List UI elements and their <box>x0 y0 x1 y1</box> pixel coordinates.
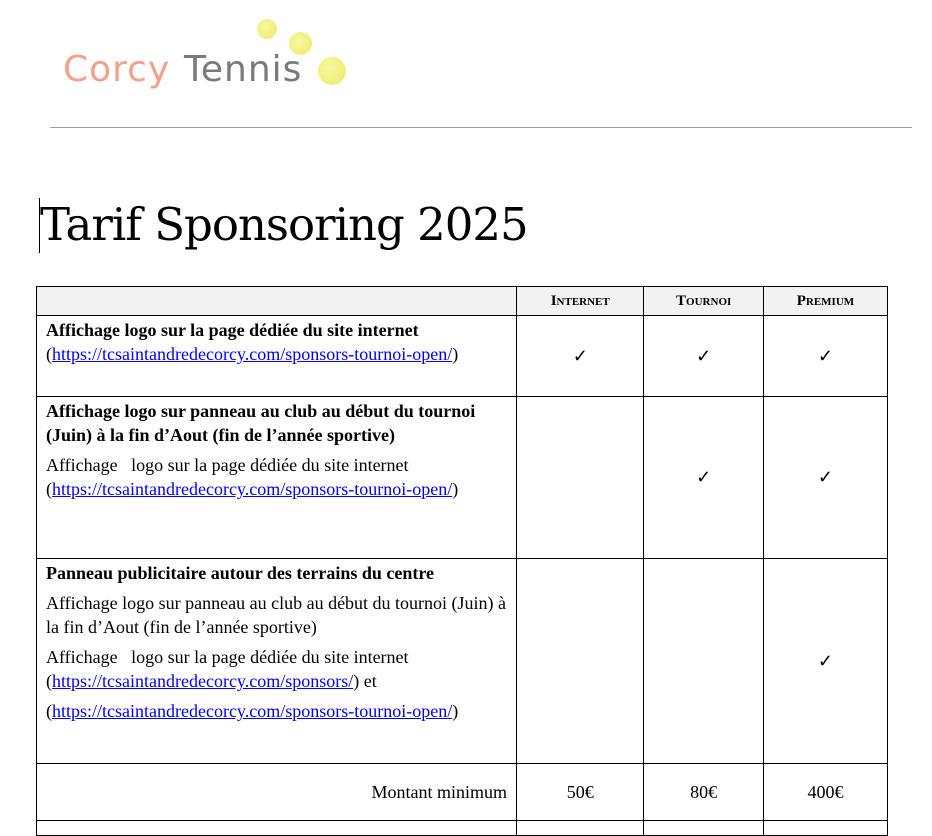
table-row <box>37 821 888 836</box>
header-tournoi: Tournoi <box>644 287 763 316</box>
amount-internet: 50€ <box>517 764 644 821</box>
row-title: Affichage logo sur la page dédiée du site internet <box>46 320 419 340</box>
row-title: Affichage logo sur panneau au club au début du tournoi (Juin) à la fin d’Aout (fin de l’année sportive) <box>46 401 476 445</box>
empty-cell <box>763 821 887 836</box>
check-icon: ✓ <box>644 397 763 559</box>
amount-tournoi: 80€ <box>644 764 763 821</box>
sponsors-link[interactable]: https://tcsaintandredecorcy.com/sponsors-tournoi-open/ <box>52 701 453 721</box>
empty-cell <box>37 821 517 836</box>
row-link-text: (https://tcsaintandredecorcy.com/sponsors-tournoi-open/) <box>46 344 459 364</box>
row-description <box>37 397 517 559</box>
sponsors-link[interactable]: https://tcsaintandredecorcy.com/sponsors-tournoi-open/ <box>52 344 453 364</box>
table-header-row <box>37 287 888 316</box>
row-text: Affichage logo sur la page dédiée du site internet <box>46 647 409 667</box>
check-icon: ✓ <box>644 316 763 397</box>
tennis-ball-icon <box>318 57 346 85</box>
table-row <box>37 316 888 397</box>
amount-row <box>37 764 888 821</box>
pricing-table <box>36 286 888 836</box>
check-icon: ✓ <box>763 316 887 397</box>
logo-text-corcy: Corcy <box>63 49 171 90</box>
sponsors-link[interactable]: https://tcsaintandredecorcy.com/sponsors-tournoi-open/ <box>52 479 453 499</box>
row-description <box>37 559 517 764</box>
amount-label: Montant minimum <box>37 764 517 821</box>
empty-cell <box>517 397 644 559</box>
logo-text-tennis: Tennis <box>184 49 303 90</box>
check-icon: ✓ <box>763 397 887 559</box>
tennis-ball-icon <box>257 19 277 39</box>
header-premium: Premium <box>763 287 887 316</box>
check-icon: ✓ <box>763 559 887 764</box>
row-link-text: (https://tcsaintandredecorcy.com/sponsors-tournoi-open/) <box>46 701 459 721</box>
row-link-text: (https://tcsaintandredecorcy.com/sponsors-tournoi-open/) <box>46 479 459 499</box>
table-row <box>37 397 888 559</box>
header-empty <box>37 287 517 316</box>
empty-cell <box>517 821 644 836</box>
row-description <box>37 316 517 397</box>
header-internet: Internet <box>517 287 644 316</box>
check-icon: ✓ <box>517 316 644 397</box>
header-divider <box>50 127 912 128</box>
row-text: Affichage logo sur la page dédiée du site internet <box>46 455 409 475</box>
empty-cell <box>644 559 763 764</box>
row-link-text: (https://tcsaintandredecorcy.com/sponsors/) et <box>46 671 377 691</box>
row-text: Affichage logo sur panneau au club au début du tournoi (Juin) à la fin d’Aout (fin de l’année sportive) <box>46 593 507 637</box>
amount-premium: 400€ <box>763 764 887 821</box>
corcy-tennis-logo <box>60 15 360 105</box>
table-row <box>37 559 888 764</box>
empty-cell <box>517 559 644 764</box>
empty-cell <box>644 821 763 836</box>
row-title: Panneau publicitaire autour des terrains du centre <box>46 563 435 583</box>
document-title[interactable]: Tarif Sponsoring 2025 <box>40 198 528 251</box>
sponsors-link[interactable]: https://tcsaintandredecorcy.com/sponsors/ <box>52 671 354 691</box>
